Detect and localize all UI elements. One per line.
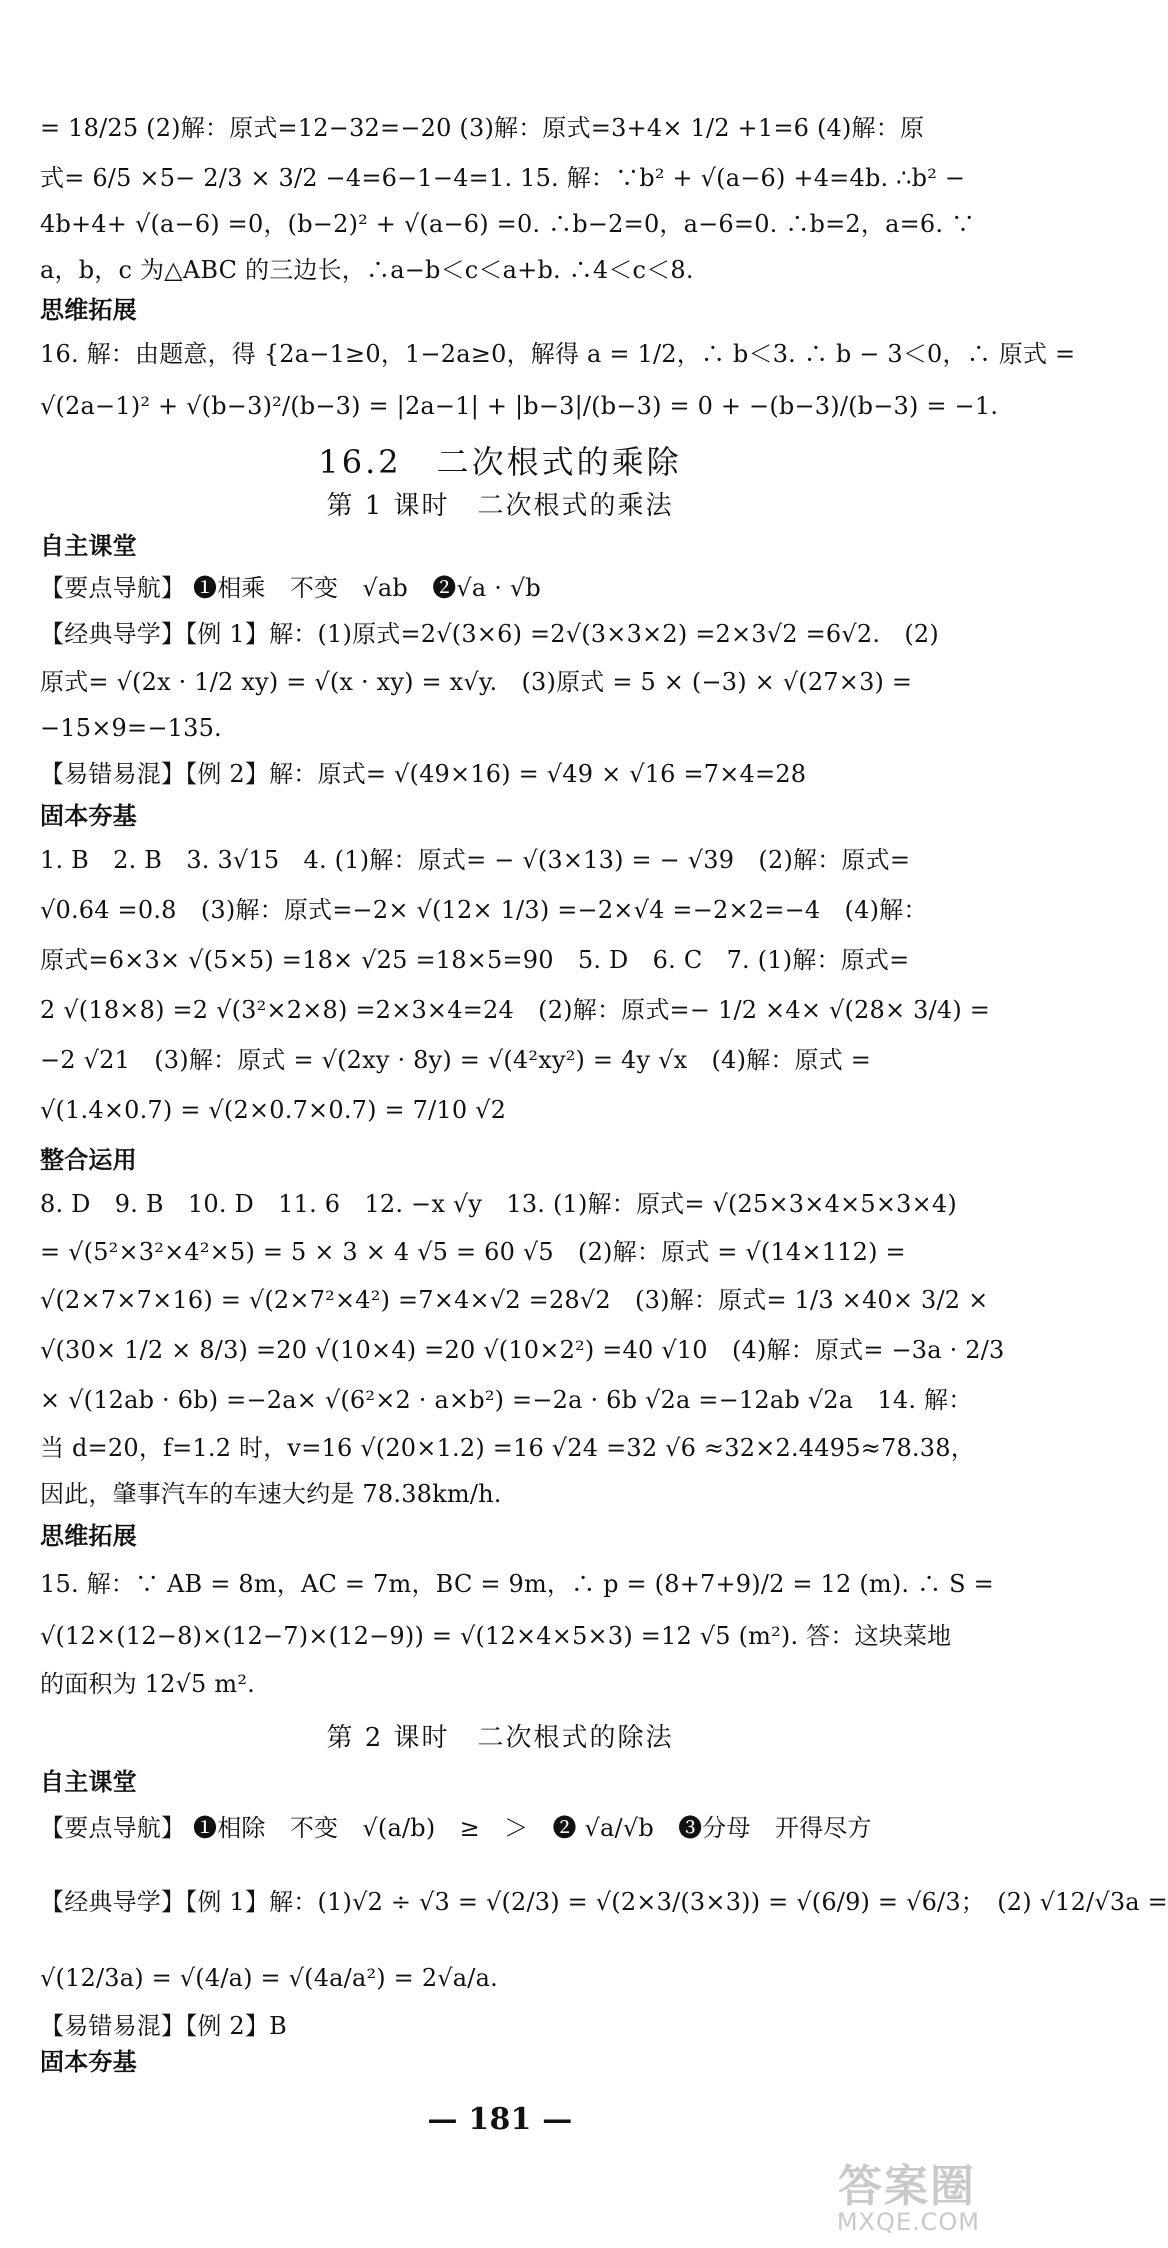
text-line: 原式=6×3× √(5×5) =18× √25 =18×5=90 5. D 6. C 7. (1)解：原式= — [40, 946, 910, 974]
text-line: 当 d=20，f=1.2 时，v=16 √(20×1.2) =16 √24 =32 √6 ≈32×2.4495≈78.38， — [40, 1434, 975, 1462]
text-line: 2 √(18×8) =2 √(3²×2×8) =2×3×4=24 (2)解：原式=− 1/2 ×4× √(28× 3/4) = — [40, 996, 991, 1024]
section-heading: 思维拓展 — [40, 296, 137, 324]
text-line: √(30× 1/2 × 8/3) =20 √(10×4) =20 √(10×2²) =40 √10 (4)解：原式= −3a · 2/3 — [40, 1336, 1005, 1364]
text-line: 式= 6/5 ×5− 2/3 × 3/2 −4=6−1−4=1. 15. 解：∵b² + √(a−6) +4=4b. ∴b² − — [40, 164, 966, 192]
section-heading: 自主课堂 — [40, 1768, 137, 1796]
text-line: 15. 解：∵ AB = 8m，AC = 7m，BC = 9m，∴ p = (8+7+9)/2 = 12 (m). ∴ S = — [40, 1570, 994, 1598]
text-line: = √(5²×3²×4²×5) = 5 × 3 × 4 √5 = 60 √5 (2)解：原式 = √(14×112) = — [40, 1238, 906, 1266]
text-line: √(1.4×0.7) = √(2×0.7×0.7) = 7/10 √2 — [40, 1096, 507, 1124]
text-line: × √(12ab · 6b) =−2a× √(6²×2 · a×b²) =−2a · 6b √2a =−12ab √2a 14. 解： — [40, 1386, 973, 1414]
text-line: √(12/3a) = √(4/a) = √(4a/a²) = 2√a/a. — [40, 1964, 498, 1992]
text-line: = 18/25 (2)解：原式=12−32=−20 (3)解：原式=3+4× 1/2 +1=6 (4)解：原 — [40, 114, 925, 142]
section-heading: 固本夯基 — [40, 2048, 137, 2076]
text-line: −2 √21 (3)解：原式 = √(2xy · 8y) = √(4²xy²) = 4y √x (4)解：原式 = — [40, 1046, 872, 1074]
document-page — [40, 0, 1168, 2248]
text-line: 【易错易混】【例 2】解：原式= √(49×16) = √49 × √16 =7×4=28 — [40, 760, 807, 788]
text-line: 原式= √(2x · 1/2 xy) = √(x · xy) = x√y. (3)原式 = 5 × (−3) × √(27×3) = — [40, 668, 913, 696]
lesson-title: 第 1 课时 二次根式的乘法 — [326, 491, 674, 521]
watermark — [786, 2150, 986, 2236]
text-line: √(12×(12−8)×(12−7)×(12−9)) = √(12×4×5×3) =12 √5 (m²). 答：这块菜地 — [40, 1622, 952, 1650]
text-line: 【易错易混】【例 2】B — [40, 2012, 287, 2040]
chapter-title: 16.2 二次根式的乘除 — [318, 443, 682, 481]
text-line: 【经典导学】【例 1】解：(1)√2 ÷ √3 = √(2/3) = √(2×3/(3×3)) = √(6/9) = √6/3； (2) √12/√3a = — [40, 1888, 1168, 1916]
text-line: √(2a−1)² + √(b−3)²/(b−3) = |2a−1| + |b−3|/(b−3) = 0 + −(b−3)/(b−3) = −1. — [40, 392, 999, 420]
page-number: — 181 — — [427, 2102, 573, 2137]
section-heading: 固本夯基 — [40, 802, 137, 830]
watermark-url: MXQE.COM — [836, 2208, 980, 2236]
text-line: 【经典导学】【例 1】解：(1)原式=2√(3×6) =2√(3×3×2) =2×3√2 =6√2. (2) — [40, 620, 939, 648]
text-line: √(2×7×7×16) = √(2×7²×4²) =7×4×√2 =28√2 (3)解：原式= 1/3 ×40× 3/2 × — [40, 1286, 989, 1314]
text-line: 【要点导航】 ❶相除 不变 √(a/b) ≥ ＞ ❷ √a/√b ❸分母 开得尽方 — [40, 1814, 872, 1842]
text-line: 的面积为 12√5 m². — [40, 1670, 255, 1698]
text-line: √0.64 =0.8 (3)解：原式=−2× √(12× 1/3) =−2×√4 =−2×2=−4 (4)解： — [40, 896, 928, 924]
lesson-title: 第 2 课时 二次根式的除法 — [326, 1723, 674, 1753]
text-line: 【要点导航】 ❶相乘 不变 √ab ❷√a · √b — [40, 574, 541, 602]
text-line: 因此，肇事汽车的车速大约是 78.38km/h. — [40, 1480, 502, 1508]
section-heading: 自主课堂 — [40, 532, 137, 560]
text-line: 1. B 2. B 3. 3√15 4. (1)解：原式= − √(3×13) = − √39 (2)解：原式= — [40, 846, 911, 874]
text-line: 16. 解：由题意，得 {2a−1≥0，1−2a≥0，解得 a = 1/2，∴ b＜3. ∴ b − 3＜0，∴ 原式 = — [40, 340, 1076, 368]
section-heading: 整合运用 — [40, 1146, 137, 1174]
section-heading: 思维拓展 — [40, 1522, 137, 1550]
text-line: −15×9=−135. — [40, 714, 222, 742]
watermark-logo: 答案圈 — [838, 2161, 976, 2212]
text-line: 8. D 9. B 10. D 11. 6 12. −x √y 13. (1)解：原式= √(25×3×4×5×3×4) — [40, 1190, 957, 1218]
text-line: 4b+4+ √(a−6) =0，(b−2)² + √(a−6) =0. ∴b−2=0，a−6=0. ∴b=2，a=6. ∵ — [40, 210, 976, 238]
text-line: a，b，c 为△ABC 的三边长，∴a−b＜c＜a+b. ∴4＜c＜8. — [40, 256, 694, 284]
